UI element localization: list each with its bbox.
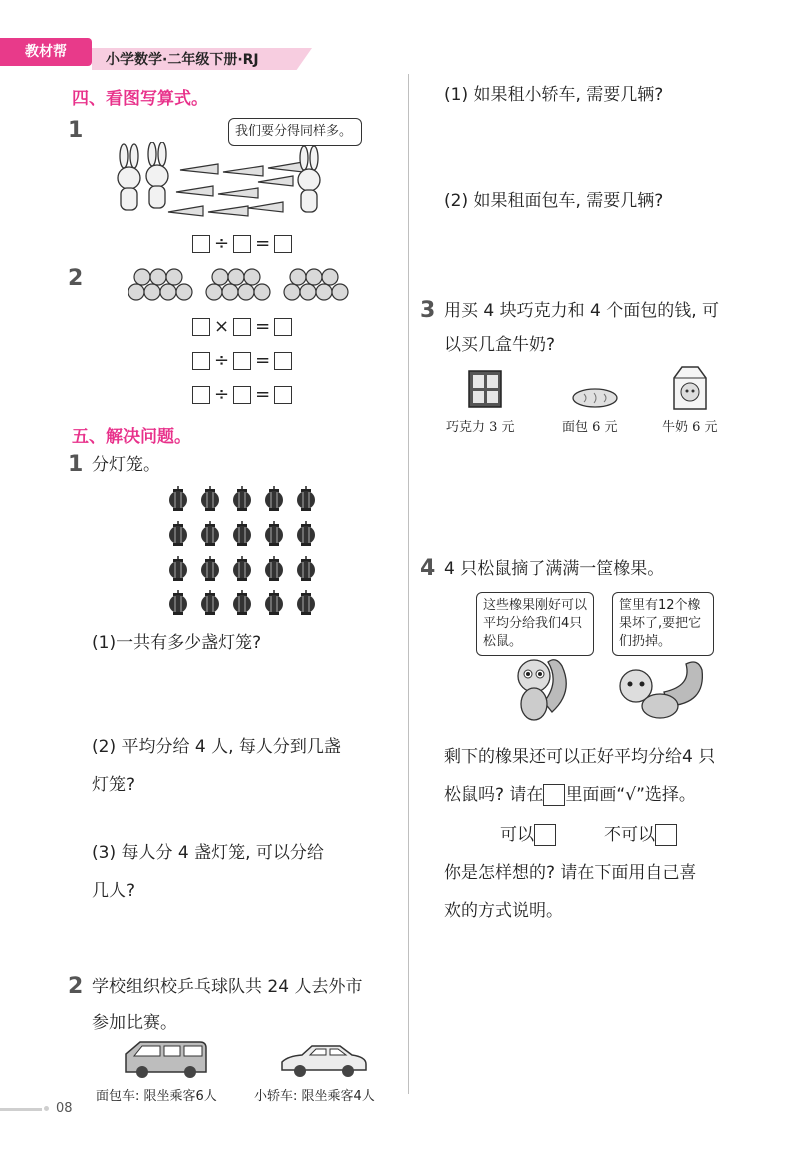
option-yes-label: 可以 bbox=[500, 825, 534, 845]
answer-box[interactable] bbox=[233, 386, 251, 404]
s5-q4-line3: 你是怎样想的? 请在下面用自己喜 bbox=[444, 863, 697, 883]
answer-box[interactable] bbox=[192, 352, 210, 370]
rabbit-speech-bubble: 我们要分得同样多。 bbox=[228, 118, 362, 146]
equals-sign: = bbox=[255, 233, 271, 254]
answer-box[interactable] bbox=[274, 235, 292, 253]
section-4-title: 四、看图写算式。 bbox=[72, 89, 208, 109]
s5-q1-sub2-line1: (2) 平均分给 4 人, 每人分到几盏 bbox=[92, 737, 341, 757]
apple-icon-group bbox=[284, 269, 348, 300]
rabbit-icon bbox=[298, 146, 320, 212]
s4-q2-number: 2 bbox=[68, 266, 84, 291]
s5-q4-line2 bbox=[444, 776, 696, 814]
s5-q2-sub2: (2) 如果租面包车, 需要几辆? bbox=[444, 191, 664, 211]
s5-q4-line1: 剩下的橡果还可以正好平均分给4 只 bbox=[444, 747, 716, 767]
answer-box[interactable] bbox=[192, 318, 210, 336]
s5-q4-number: 4 bbox=[420, 556, 436, 581]
operator: × bbox=[214, 316, 230, 337]
s5-q2-sub1: (1) 如果租小轿车, 需要几辆? bbox=[444, 85, 664, 105]
operator: ÷ bbox=[214, 384, 230, 405]
s5-q4-line2-part1: 松鼠吗? 请在 bbox=[444, 785, 544, 805]
s5-q1-sub3-line2: 几人? bbox=[92, 881, 136, 901]
bread-icon bbox=[570, 386, 620, 410]
chocolate-price: 巧克力 3 元 bbox=[446, 420, 515, 435]
operator: ÷ bbox=[214, 350, 230, 371]
s4-q2-equation-2 bbox=[192, 350, 292, 371]
squirrel-icon bbox=[606, 656, 710, 726]
s5-q1-sub2-line2: 灯笼? bbox=[92, 775, 136, 795]
answer-box[interactable] bbox=[274, 352, 292, 370]
equals-sign: = bbox=[255, 316, 271, 337]
s5-q3-line2: 以买几盒牛奶? bbox=[444, 335, 556, 355]
van-caption: 面包车: 限坐乘客6人 bbox=[96, 1089, 217, 1104]
s5-q4-option-yes bbox=[500, 816, 556, 854]
footer-dot bbox=[44, 1106, 49, 1111]
van-icon bbox=[120, 1038, 212, 1080]
s5-q2-line2: 参加比赛。 bbox=[92, 1013, 177, 1033]
s4-q1-number: 1 bbox=[68, 118, 84, 143]
footer-line bbox=[0, 1108, 42, 1111]
carrot-icon bbox=[168, 162, 303, 216]
lantern-icon-row bbox=[169, 486, 315, 511]
s5-q4-line4: 欢的方式说明。 bbox=[444, 901, 563, 921]
lantern-icon-row bbox=[169, 590, 315, 615]
s5-q3-number: 3 bbox=[420, 298, 436, 323]
answer-box[interactable] bbox=[233, 352, 251, 370]
car-icon bbox=[278, 1042, 370, 1080]
apple-groups-illustration bbox=[128, 265, 368, 305]
bread-price: 面包 6 元 bbox=[562, 420, 618, 435]
operator: ÷ bbox=[214, 233, 230, 254]
answer-box[interactable] bbox=[192, 235, 210, 253]
lanterns-illustration bbox=[166, 486, 326, 616]
s5-q1-number: 1 bbox=[68, 452, 84, 477]
book-title: 小学数学·二年级下册·RJ bbox=[106, 52, 259, 68]
equals-sign: = bbox=[255, 384, 271, 405]
answer-box[interactable] bbox=[192, 386, 210, 404]
rabbit-icon bbox=[118, 144, 140, 210]
answer-box[interactable] bbox=[233, 235, 251, 253]
s5-q4-text: 4 只松鼠摘了满满一筐橡果。 bbox=[444, 559, 665, 579]
apple-icon-group bbox=[206, 269, 270, 300]
rabbit-icon bbox=[146, 142, 168, 208]
lantern-icon-row bbox=[169, 521, 315, 546]
s4-q1-equation bbox=[192, 233, 292, 254]
option-yes-checkbox[interactable] bbox=[534, 824, 556, 846]
s5-q1-sub1: (1)一共有多少盏灯笼? bbox=[92, 633, 262, 653]
book-badge: 教材帮 bbox=[0, 38, 92, 66]
apple-icon-group bbox=[128, 269, 192, 300]
s4-q2-equation-3 bbox=[192, 384, 292, 405]
s5-q2-number: 2 bbox=[68, 974, 84, 999]
s5-q3-line1: 用买 4 块巧克力和 4 个面包的钱, 可 bbox=[444, 301, 720, 321]
column-divider bbox=[408, 74, 409, 1094]
car-caption: 小轿车: 限坐乘客4人 bbox=[254, 1089, 375, 1104]
lantern-icon-row bbox=[169, 556, 315, 581]
s4-q2-equation-1 bbox=[192, 316, 292, 337]
chocolate-icon bbox=[466, 368, 506, 412]
sample-check-box bbox=[543, 784, 565, 806]
squirrel-speech-bubble-1: 这些橡果刚好可以平均分给我们4只松鼠。 bbox=[476, 592, 594, 656]
s5-q2-line1: 学校组织校乒乓球队共 24 人去外市 bbox=[92, 977, 363, 997]
answer-box[interactable] bbox=[274, 386, 292, 404]
squirrel-icon bbox=[504, 652, 574, 728]
answer-box[interactable] bbox=[274, 318, 292, 336]
squirrel-speech-bubble-2: 筐里有12个橡果坏了,要把它们扔掉。 bbox=[612, 592, 714, 656]
page-number: 08 bbox=[56, 1101, 73, 1116]
answer-box[interactable] bbox=[233, 318, 251, 336]
milk-price: 牛奶 6 元 bbox=[662, 420, 718, 435]
rabbits-carrots-illustration bbox=[108, 142, 328, 224]
s5-q1-text: 分灯笼。 bbox=[92, 455, 160, 475]
equals-sign: = bbox=[255, 350, 271, 371]
option-no-checkbox[interactable] bbox=[655, 824, 677, 846]
section-5-title: 五、解决问题。 bbox=[72, 427, 191, 447]
s5-q4-option-no bbox=[604, 816, 677, 854]
option-no-label: 不可以 bbox=[604, 825, 655, 845]
s5-q4-line2-part2: 里面画“√”选择。 bbox=[565, 785, 696, 805]
milk-carton-icon bbox=[668, 364, 712, 412]
s5-q1-sub3-line1: (3) 每人分 4 盏灯笼, 可以分给 bbox=[92, 843, 324, 863]
